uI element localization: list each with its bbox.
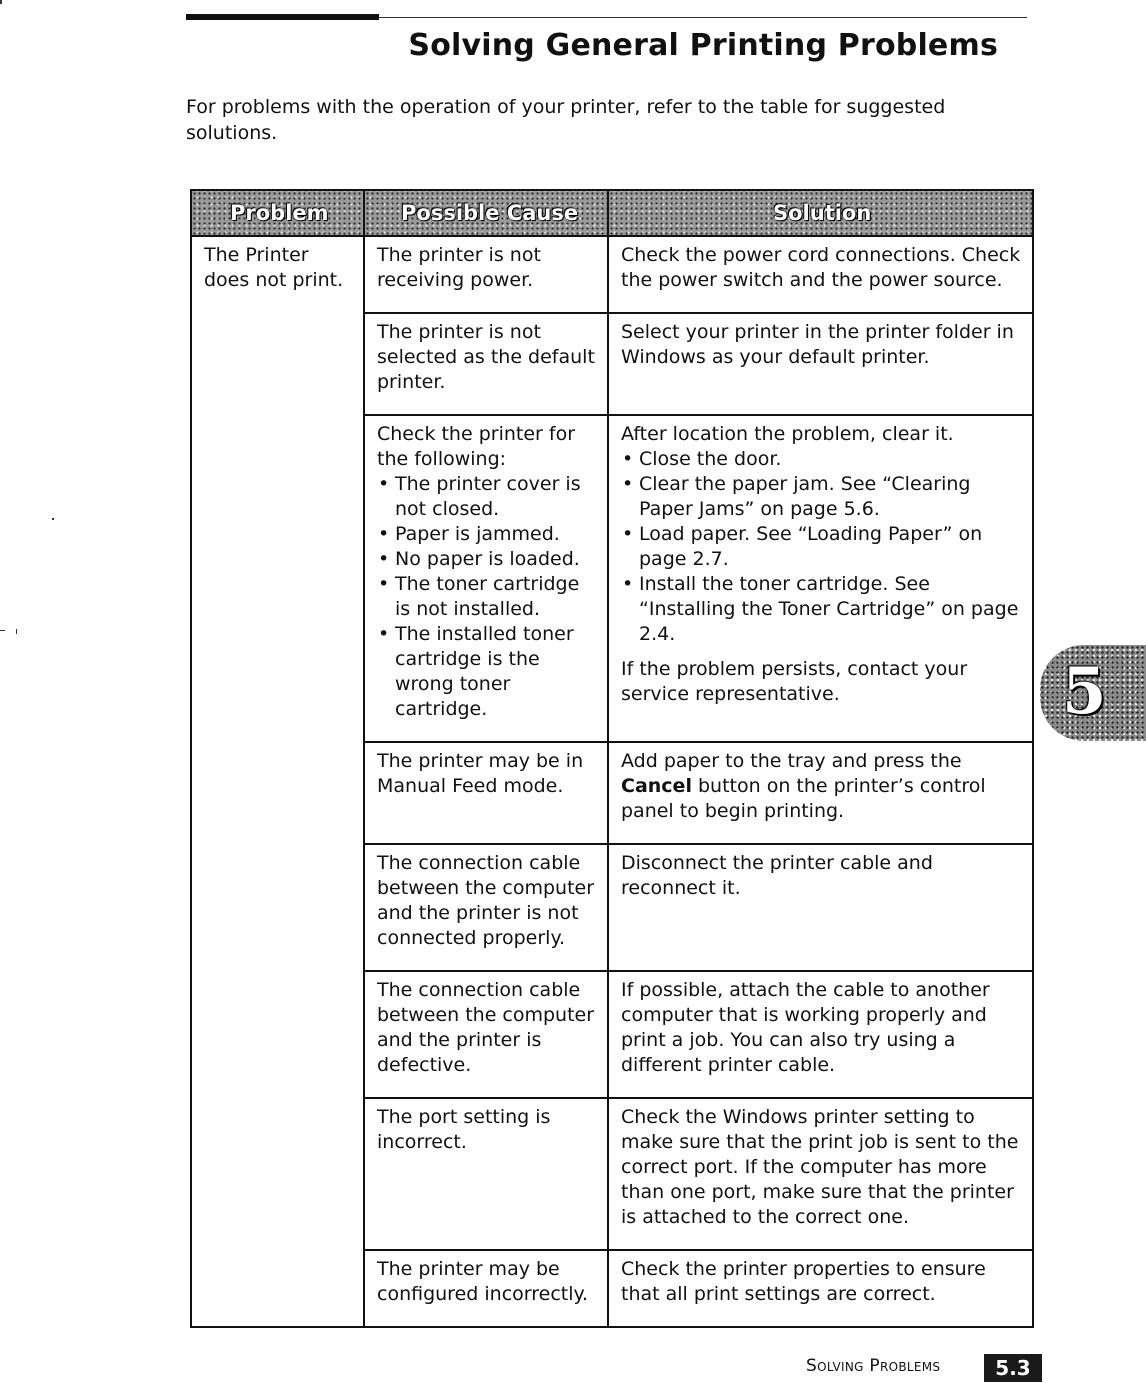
table-row — [191, 236, 1033, 313]
footer-section-title: Solving Problems — [806, 1356, 941, 1376]
page-number-badge: 5.3 — [984, 1354, 1042, 1382]
solution-note: If the problem persists, contact your service representative. — [621, 658, 968, 705]
troubleshooting-table — [190, 189, 1034, 1328]
list-item: • The installed toner cartridge is the wrong toner cartridge. — [395, 622, 597, 722]
solution-cell — [608, 415, 1033, 742]
solution-intro: After location the problem, clear it. — [621, 423, 954, 445]
list-item: • No paper is loaded. — [395, 547, 597, 572]
scan-mark — [0, 0, 2, 4]
solution-cell: Check the printer properties to ensure that all print settings are correct. — [608, 1250, 1033, 1327]
list-item: • The toner cartridge is not installed. — [395, 572, 597, 622]
cause-cell: The connection cable between the computer and the printer is defective. — [364, 971, 608, 1098]
intro-paragraph: For problems with the operation of your printer, refer to the table for suggested solutions. — [186, 96, 946, 144]
solution-cell: Add paper to the tray and press the Cancel button on the printer’s control panel to begin printing. — [608, 742, 1033, 844]
solution-cell: Check the power cord connections. Check the power switch and the power source. — [608, 236, 1033, 313]
cause-intro: Check the printer for the following: — [377, 423, 576, 470]
list-item: • Close the door. — [639, 447, 1022, 472]
page-title: Solving General Printing Problems — [408, 28, 998, 63]
solution-cell: If possible, attach the cable to another computer that is working properly and print a job. You can also try using a different printer cable. — [608, 971, 1033, 1098]
chapter-number: 5 — [1062, 654, 1107, 729]
list-item: • Clear the paper jam. See “Clearing Paper Jams” on page 5.6. — [639, 472, 1022, 522]
table-header-row — [191, 190, 1033, 236]
header-problem: Problem — [191, 190, 364, 236]
problem-cell: The Printer does not print. — [191, 236, 364, 1327]
header-rule-thin — [379, 17, 1027, 18]
scan-mark — [52, 518, 54, 520]
cause-cell: The printer may be configured incorrectly. — [364, 1250, 608, 1327]
scan-mark — [16, 629, 17, 634]
cause-cell: The printer is not receiving power. — [364, 236, 608, 313]
cause-cell: The printer is not selected as the default printer. — [364, 313, 608, 415]
chapter-tab — [1040, 645, 1146, 741]
list-item: • Install the toner cartridge. See “Installing the Toner Cartridge” on page 2.4. — [639, 572, 1022, 647]
cancel-button-label: Cancel — [621, 775, 692, 797]
header-rule-thick — [186, 14, 379, 20]
cause-cell: The printer may be in Manual Feed mode. — [364, 742, 608, 844]
list-item: • Load paper. See “Loading Paper” on page 2.7. — [639, 522, 1022, 572]
scan-mark — [0, 630, 5, 631]
header-solution: Solution — [608, 190, 1033, 236]
list-item: • The printer cover is not closed. — [395, 472, 597, 522]
cause-cell: The connection cable between the computer and the printer is not connected properly. — [364, 844, 608, 971]
solution-cell: Disconnect the printer cable and reconnect it. — [608, 844, 1033, 971]
solution-list — [621, 447, 1022, 647]
solution-cell: Check the Windows printer setting to make sure that the print job is sent to the correct port. If the computer has more than one port, make sure that the printer is attached to the correct one. — [608, 1098, 1033, 1250]
header-possible-cause: Possible Cause — [364, 190, 608, 236]
list-item: • Paper is jammed. — [395, 522, 597, 547]
cause-list — [377, 472, 597, 722]
cause-cell — [364, 415, 608, 742]
cause-cell: The port setting is incorrect. — [364, 1098, 608, 1250]
solution-cell: Select your printer in the printer folder in Windows as your default printer. — [608, 313, 1033, 415]
